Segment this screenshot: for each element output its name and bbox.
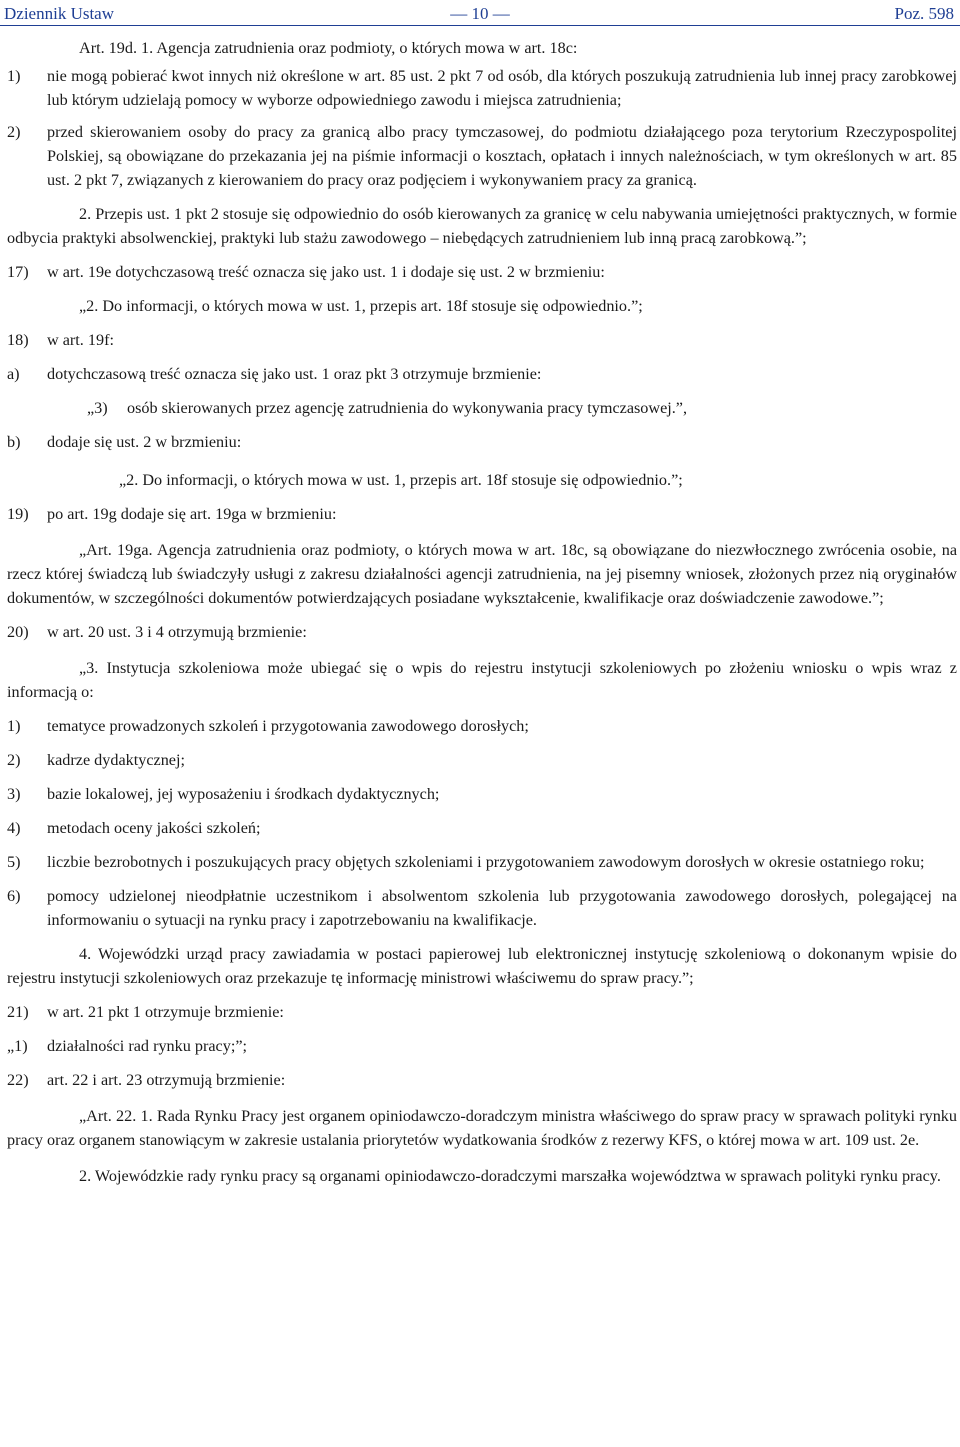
- document-body: [7, 36, 957, 1188]
- point-text: przed skierowaniem osoby do pracy za granicą albo pracy tymczasowej, do podmiotu działającego poza terytorium Rzeczypospolitej Polskiej, są obowiązane do przekazania jej na piśmie informacji o kosztach, opłatach i innych należnościach, w tym określonych w art. 85 ust. 2 pkt 7, związanych z kierowaniem do pracy oraz podjęciem i wykonywaniem pracy za granicą.: [47, 123, 957, 189]
- item-18-b: [7, 430, 957, 454]
- art20-point-6: [7, 884, 957, 932]
- item-number: 18): [7, 331, 29, 349]
- art20-point-2: [7, 748, 957, 772]
- point-number: 1): [7, 67, 21, 85]
- item-21: [7, 1000, 957, 1024]
- point-number: 3): [7, 785, 21, 803]
- item-20: [7, 620, 957, 644]
- point-number: 5): [7, 853, 21, 871]
- item-text: w art. 19e dotychczasową treść oznacza się jako ust. 1 i dodaje się ust. 2 w brzmieniu:: [47, 263, 605, 281]
- item-number: 22): [7, 1071, 29, 1089]
- item-17-quote: „2. Do informacji, o których mowa w ust. 1, przepis art. 18f stosuje się odpowiednio.”;: [79, 297, 643, 315]
- item-17: [7, 260, 957, 284]
- item-number: 21): [7, 1003, 29, 1021]
- art20-point-4: [7, 816, 957, 840]
- art20-point-5: [7, 850, 957, 874]
- item-number: 20): [7, 623, 29, 641]
- art20-ust4: 4. Wojewódzki urząd pracy zawiadamia w postaci papierowej lub elektronicznej instytucję szkoleniową o dokonanym wpisie do rejestru instytucji szkoleniowych oraz przekazuje tę informację ministrowi właściwemu do spraw pracy.”;: [7, 945, 957, 987]
- quote-number: „1): [7, 1037, 28, 1055]
- item-18-b-quote: „2. Do informacji, o których mowa w ust. 1, przepis art. 18f stosuje się odpowiednio.”;: [119, 471, 683, 489]
- journal-name: Dziennik Ustaw: [4, 4, 115, 23]
- quote-text: działalności rad rynku pracy;”;: [47, 1037, 248, 1055]
- item-text: w art. 19f:: [47, 331, 114, 349]
- item-number: 17): [7, 263, 29, 281]
- page-header: [0, 2, 960, 26]
- item-text: po art. 19g dodaje się art. 19ga w brzmieniu:: [47, 505, 337, 523]
- art19d-point-2: [7, 120, 957, 192]
- item-18-a: [7, 362, 957, 386]
- item-text: art. 22 i art. 23 otrzymują brzmienie:: [47, 1071, 286, 1089]
- art22-ust1: „Art. 22. 1. Rada Rynku Pracy jest organem opiniodawczo-doradczym ministra właściwego do spraw pracy w sprawach polityki rynku pracy oraz organem stanowiącym w zakresie ustalania priorytetów wydatkowania środków z rezerwy KFS, o której mowa w art. 109 ust. 2e.: [7, 1107, 957, 1149]
- page-number: — 10 —: [450, 4, 510, 23]
- point-number: 1): [7, 717, 21, 735]
- quote-number: „3): [87, 399, 108, 417]
- letter-number: b): [7, 433, 21, 451]
- header-rule: [0, 25, 960, 26]
- point-number: 6): [7, 887, 21, 905]
- item-number: 19): [7, 505, 29, 523]
- quote-text: osób skierowanych przez agencję zatrudnienia do wykonywania pracy tymczasowej.”,: [127, 399, 688, 417]
- letter-text: dotychczasową treść oznacza się jako ust. 1 oraz pkt 3 otrzymuje brzmienie:: [47, 365, 542, 383]
- item-text: w art. 21 pkt 1 otrzymuje brzmienie:: [47, 1003, 284, 1021]
- art19d-point-1: [7, 64, 957, 112]
- art20-point-3: [7, 782, 957, 806]
- point-text: liczbie bezrobotnych i poszukujących pracy objętych szkoleniami i przygotowaniem zawodowym dorosłych w okresie ostatniego roku;: [47, 853, 925, 871]
- letter-number: a): [7, 365, 20, 383]
- item-19: [7, 502, 957, 526]
- art20-point-1: [7, 714, 957, 738]
- point-text: tematyce prowadzonych szkoleń i przygotowania zawodowego dorosłych;: [47, 717, 529, 735]
- art19d-intro: Art. 19d. 1. Agencja zatrudnienia oraz podmioty, o których mowa w art. 18c:: [79, 39, 578, 57]
- position-number: Poz. 598: [894, 4, 954, 23]
- point-text: bazie lokalowej, jej wyposażeniu i środkach dydaktycznych;: [47, 785, 440, 803]
- item-22: [7, 1068, 957, 1092]
- art19d-ust2: 2. Przepis ust. 1 pkt 2 stosuje się odpowiednio do osób kierowanych za granicę w celu nabywania umiejętności praktycznych, w formie odbycia praktyki absolwenckiej, praktyki lub stażu zawodowego – niebędących zatrudnieniem lub inną pracą zarobkową.”;: [7, 205, 957, 247]
- point-text: kadrze dydaktycznej;: [47, 751, 185, 769]
- point-text: pomocy udzielonej nieodpłatnie uczestnikom i absolwentom szkolenia lub przygotowania zawodowego dorosłych, polegającej na informowaniu o sytuacji na rynku pracy i zapotrzebowaniu na kwalifikacje.: [47, 887, 957, 929]
- art19ga: „Art. 19ga. Agencja zatrudnienia oraz podmioty, o których mowa w art. 18c, są obowiązane do niezwłocznego zwrócenia osobie, na rzecz której świadczą lub świadczyły usługi z zakresu działalności agencji zatrudnienia, na jej pisemny wniosek, złożonych przez nią oryginałów dokumentów, w szczególności dokumentów potwierdzających posiadane wykształcenie, kwalifikacje oraz doświadczenie zawodowe.”;: [7, 541, 957, 607]
- point-number: 2): [7, 123, 21, 141]
- item-18-a-quote: [7, 396, 957, 420]
- art22-ust2: 2. Wojewódzkie rady rynku pracy są organami opiniodawczo-doradczymi marszałka województwa w sprawach polityki rynku pracy.: [79, 1167, 941, 1185]
- point-text: metodach oceny jakości szkoleń;: [47, 819, 261, 837]
- point-number: 4): [7, 819, 21, 837]
- item-18: [7, 328, 957, 352]
- letter-text: dodaje się ust. 2 w brzmieniu:: [47, 433, 242, 451]
- item-21-quote: [7, 1034, 957, 1058]
- point-number: 2): [7, 751, 21, 769]
- point-text: nie mogą pobierać kwot innych niż określone w art. 85 ust. 2 pkt 7 od osób, dla których poszukują zatrudnienia lub innej pracy zarobkowej lub którym udzielają pomocy w wyborze odpowiedniego zawodu i miejsca zatrudnienia;: [47, 67, 957, 109]
- art20-ust3: „3. Instytucja szkoleniowa może ubiegać się o wpis do rejestru instytucji szkoleniowych po złożeniu wniosku o wpis wraz z informacją o:: [7, 659, 957, 701]
- item-text: w art. 20 ust. 3 i 4 otrzymują brzmienie:: [47, 623, 307, 641]
